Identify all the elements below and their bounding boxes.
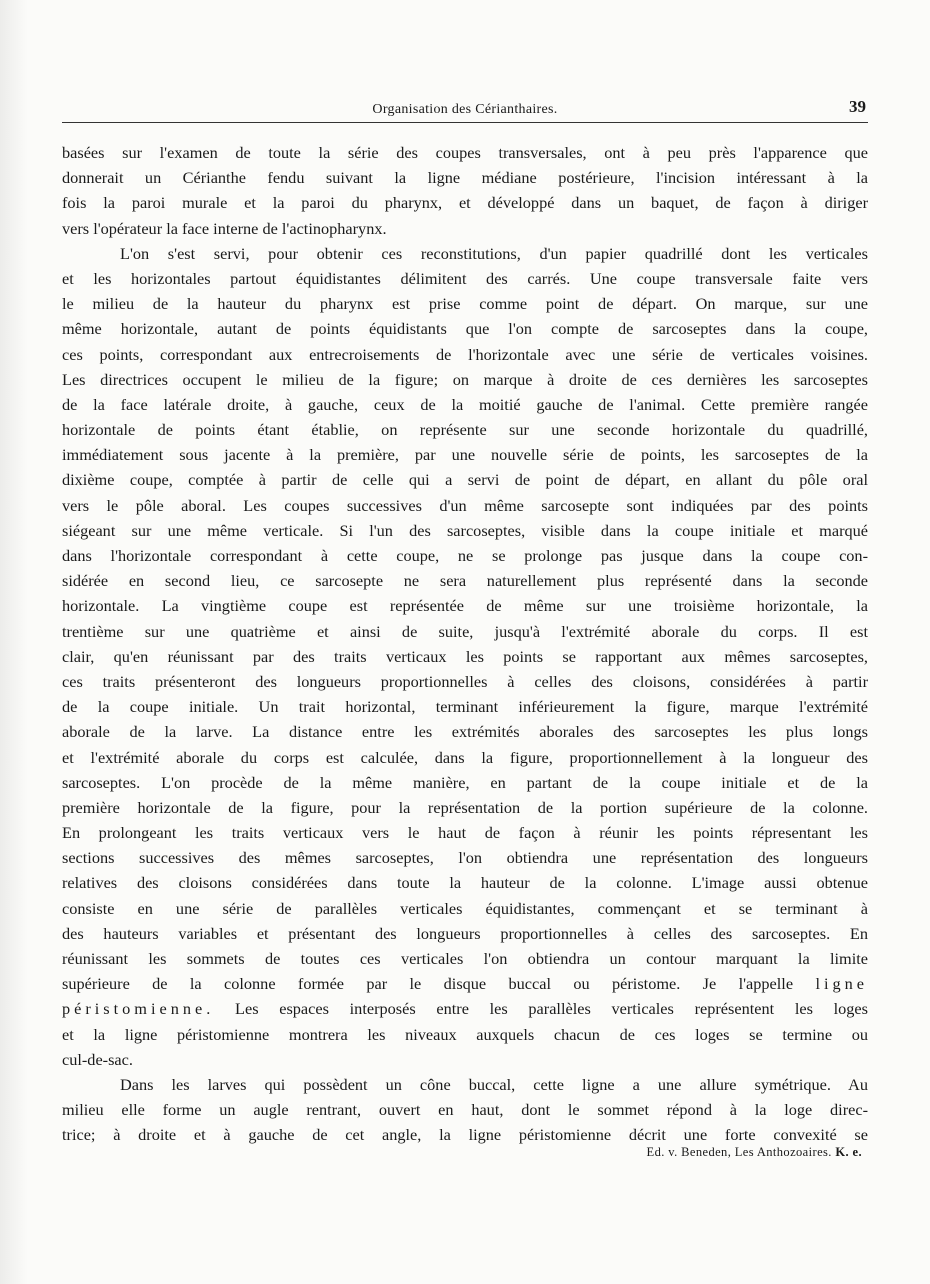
text-line: et l'extrémité aborale du corps est calculée, dans la figure, proportionnellement à la longueur des	[62, 747, 868, 767]
spaced-term: péristomienne.	[62, 999, 215, 1019]
text-line: le milieu de la hauteur du pharynx est prise comme point de départ. On marque, sur une	[62, 294, 868, 314]
text-line: clair, qu'en réunissant par des traits verticaux les points se rapportant aux mêmes sarcoseptes,	[62, 646, 868, 666]
text-line: horizontale. La vingtième coupe est représentée de même sur une troisième horizontale, la	[62, 596, 868, 616]
paragraph-1	[62, 140, 868, 241]
text-line: basées sur l'examen de toute la série des coupes transversales, ont à peu près l'apparence que	[62, 143, 868, 162]
signature-mark	[647, 1145, 862, 1160]
signature-text: Ed. v. Beneden, Les Anthozoaires.	[646, 1145, 832, 1159]
text-line: Les directrices occupent le milieu de la figure; on marque à droite de ces dernières les sarcoseptes	[62, 369, 868, 389]
text-line: milieu elle forme un augle rentrant, ouvert en haut, dont le sommet répond à la loge direc-	[62, 1100, 868, 1120]
text-line-with-term	[62, 971, 868, 996]
text-segment: Les espaces interposés entre les parallèles verticales représentent les loges	[214, 999, 868, 1019]
text-line: dixième coupe, comptée à partir de celle qui a servi de point de départ, en allant du pôle oral	[62, 470, 868, 490]
running-head: Organisation des Cérianthaires.	[372, 102, 558, 117]
text-line: siégeant sur une même verticale. Si l'un des sarcoseptes, visible dans la coupe initiale et marqué	[62, 520, 868, 540]
text-line: trentième sur une quatrième et ainsi de suite, jusqu'à l'extrémité aborale du corps. Il est	[62, 621, 868, 641]
text-line: ces points, correspondant aux entrecroisements de l'horizontale avec une série de verticales voisines.	[62, 344, 868, 364]
spaced-term: ligne	[815, 974, 868, 994]
text-line: des hauteurs variables et présentant des longueurs proportionnelles à celles des sarcoseptes. En	[62, 923, 868, 943]
text-line: sections successives des mêmes sarcoseptes, l'on obtiendra une représentation des longueurs	[62, 848, 868, 868]
paragraph-3	[62, 1072, 868, 1148]
text-line: sidérée en second lieu, ce sarcosepte ne sera naturellement plus représenté dans la seconde	[62, 571, 868, 591]
text-line: première horizontale de la figure, pour la représentation de la portion supérieure de la colonne.	[62, 797, 868, 817]
text-line: de la coupe initiale. Un trait horizontal, terminant inférieurement la figure, marque l'extrémité	[62, 697, 868, 717]
text-line: vers l'opérateur la face interne de l'actinopharynx.	[62, 218, 387, 238]
text-line: même horizontale, autant de points équidistants que l'on compte de sarcoseptes dans la coupe,	[62, 319, 868, 339]
text-line: ces traits présenteront des longueurs proportionnelles à celles des cloisons, considérées à partir	[62, 671, 868, 691]
text-line: En prolongeant les traits verticaux vers le haut de façon à réunir les points répresentant les	[62, 823, 868, 843]
text-line: aborale de la larve. La distance entre les extrémités aborales des sarcoseptes les plus longs	[62, 722, 868, 742]
paragraph-2	[62, 241, 868, 1072]
text-line: horizontale de points étant établie, on représente sur une seconde horizontale du quadrillé,	[62, 420, 868, 440]
text-line: trice; à droite et à gauche de cet angle, la ligne péristomienne décrit une forte convexité se	[62, 1125, 868, 1145]
text-line: dans l'horizontale correspondant à cette coupe, ne se prolonge pas jusque dans la coupe con-	[62, 546, 868, 565]
text-line: donnerait un Cérianthe fendu suivant la ligne médiane postérieure, l'incision intéressant à la	[62, 168, 868, 188]
page-edge-shadow	[0, 0, 28, 1284]
text-line-with-term	[62, 996, 868, 1021]
text-line: L'on s'est servi, pour obtenir ces reconstitutions, d'un papier quadrillé dont les verticales	[120, 243, 868, 263]
page-number: 39	[849, 97, 866, 116]
text-line: cul-de-sac.	[62, 1049, 133, 1069]
text-line: et la ligne péristomienne montrera les niveaux auxquels chacun de ces loges se termine ou	[62, 1024, 868, 1044]
signature-code: K. e.	[835, 1145, 862, 1159]
body-text	[62, 140, 868, 1148]
page-header	[62, 97, 868, 121]
text-segment: supérieure de la colonne formée par le disque buccal ou péristome. Je l'appelle	[62, 974, 794, 994]
text-line: de la face latérale droite, à gauche, ceux de la moitié gauche de l'animal. Cette première rangée	[62, 394, 868, 414]
text-line: relatives des cloisons considérées dans toute la hauteur de la colonne. L'image aussi obtenue	[62, 873, 868, 893]
text-line: consiste en une série de parallèles verticales équidistantes, commençant et se terminant à	[62, 898, 868, 918]
header-rule	[62, 122, 868, 123]
text-line: vers le pôle aboral. Les coupes successives d'un même sarcosepte sont indiquées par des points	[62, 495, 868, 515]
text-line: immédiatement sous jacente à la première, par une nouvelle série de points, les sarcoseptes de la	[62, 445, 868, 465]
text-line: Dans les larves qui possèdent un cône buccal, cette ligne a une allure symétrique. Au	[120, 1074, 868, 1094]
text-line: sarcoseptes. L'on procède de la même manière, en partant de la coupe initiale et de la	[62, 772, 868, 792]
text-line: et les horizontales partout équidistantes délimitent des carrés. Une coupe transversale faite vers	[62, 268, 868, 288]
text-line: réunissant les sommets de toutes ces verticales l'on obtiendra un contour marquant la limite	[62, 949, 868, 968]
text-line: fois la paroi murale et la paroi du pharynx, et développé dans un baquet, de façon à diriger	[62, 193, 868, 213]
